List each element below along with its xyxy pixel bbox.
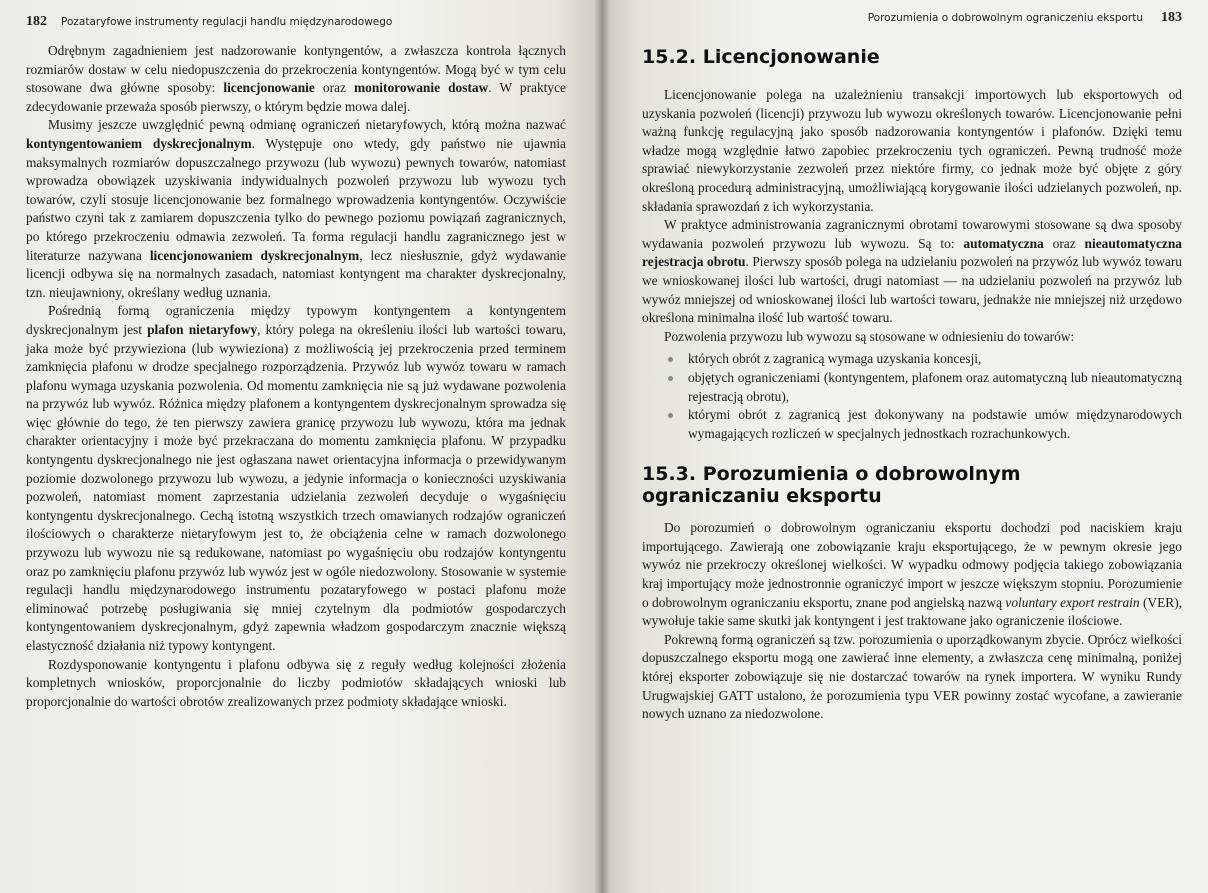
section-15-3-body	[642, 519, 1182, 724]
list-item-text: objętych ograniczeniami (kontyngentem, plafonem oraz automatyczną lub nieautomatyczną rejestracją obrotu),	[688, 369, 1182, 404]
bullet-dot-icon	[668, 357, 673, 362]
text-run: Do porozumień o dobrowolnym ograniczaniu eksportu dochodzi pod naciskiem kraju importującego. Zawierają one zobowiązanie kraju eksportującego, że w pewnym okresie jego wywóz nie przekroczy określonej wielkości. W wypadku odmowy podjęcia takiego zobowiązania kraj importujący może jednostronnie ograniczyć import w jeszcze większym stopniu. Porozumienie o dobrowolnym ograniczaniu eksportu, znane pod angielską nazwą	[642, 520, 1182, 610]
italic-term: voluntary export restrain	[1005, 594, 1140, 610]
bold-term: licencjonowaniem dyskrecjonalnym	[149, 247, 360, 263]
list-item	[668, 350, 1182, 369]
list-item-text: których obrót z zagranicą wymaga uzyskania koncesji,	[688, 351, 982, 367]
section-heading-15-2: 15.2. Licencjonowanie	[642, 46, 880, 68]
text-run: Pozwolenia przywozu lub wywozu są stosowane w odniesieniu do towarów:	[664, 328, 1075, 344]
bold-term: nieautomatyczna rejestracja obrotu	[642, 235, 1182, 270]
right-page-number: 183	[1161, 10, 1182, 25]
text-run: . W praktyce zdecydowanie przeważa sposób pierwszy, o którym będzie mowa dalej.	[26, 80, 566, 114]
section-15-2-body	[642, 86, 1182, 346]
text-run: W praktyce administrowania zagranicznymi obrotami towarowymi stosowane są dwa sposoby wydawania pozwoleń przywozu lub wywozu. Są to:	[642, 217, 1182, 251]
text-run: Pokrewną formą ograniczeń są tzw. porozumienia o uporządkowanym zbycie. Oprócz wielkości dopuszczalnego eksportu mogą one zawierać inne elementy, a zwłaszcza cenę minimalną, poniżej której eksporter zobowiązuje się nie dostarczać towarów na rynek importera. W wyniku Rundy Urugwajskiej GATT ustalono, że porozumienia typu VER powinny zostać wycofane, a zawieranie nowych uznano za niedozwolone.	[642, 631, 1182, 722]
text-run: Odrębnym zagadnieniem jest nadzorowanie kontyngentów, a zwłaszcza kontrola łącznych rozmiarów dostaw w celu niedopuszczenia do przekroczenia kontyngentów. Mogą być w tym celu stosowane dwa główne sposoby:	[26, 43, 566, 96]
bold-term: monitorowanie dostaw	[354, 80, 489, 96]
bullet-dot-icon	[668, 376, 673, 381]
text-run: . Pierwszy sposób polega na udzielaniu pozwoleń na przywóz lub wywóz towaru we wnioskowanej ilości lub wartości, drugi natomiast — na udzielaniu pozwoleń na przywóz lub wywóz mniejszej od wnioskowanej ilości lub wartości towaru, jednakże nie mniejszej niż urzędowo określona minimalna ilość lub wartość towaru.	[642, 254, 1182, 326]
right-running-title: Porozumienia o dobrowolnym ograniczeniu eksportu	[867, 12, 1143, 24]
list-item-text: którymi obrót z zagranicą jest dokonywany na podstawie umów międzynarodowych wymagających rozliczeń w specjalnych jednostkach rozrachunkowych.	[688, 407, 1182, 441]
text-run: (VER), wywołuje takie same skutki jak kontyngent i jest traktowane jako ograniczenie ilościowe.	[642, 594, 1183, 629]
bold-term: licencjonowanie	[223, 80, 315, 96]
paragraph	[26, 656, 566, 712]
text-run: Musimy jeszcze uwzględnić pewną odmianę ograniczeń nietaryfowych, którą można nazwać	[48, 117, 566, 133]
left-running-head	[26, 14, 566, 36]
list-item	[668, 406, 1182, 443]
paragraph	[26, 302, 566, 655]
section-heading-15-3	[642, 463, 1182, 507]
text-run: , lecz niesłusznie, gdyż wydawanie licencji odbywa się na normalnych zasadach, natomiast kontyngent ma charakter dyskrecjonalny, tzn. nieujawniony, określany według uznania.	[26, 247, 566, 300]
paragraph	[26, 116, 566, 302]
section-heading-15-3-line1: 15.3. Porozumienia o dobrowolnym	[642, 463, 1021, 486]
left-running-title: Pozataryfowe instrumenty regulacji handlu międzynarodowego	[61, 16, 393, 28]
bold-term: automatyczna	[963, 235, 1044, 251]
text-run: Pośrednią formą ograniczenia między typowym kontyngentem a kontyngentem dyskrecjonalnym jest	[26, 303, 566, 337]
bullet-list-wrap	[642, 350, 1182, 443]
text-run: Licencjonowanie polega na uzależnieniu transakcji importowych lub eksportowych od uzyskania pozwoleń (licencji) przywozu lub wywozu określonych towarów. Licencjonowanie pełni ważną funkcję regulacyjną jako sposób nadzorowania kontyngentów i plafonów. Dzięki temu władze mogą względnie łatwo zapobiec przekroczeniu tych ograniczeń. Pewną trudność może sprawiać niewykorzystanie zezwoleń przez niektóre firmy, co jednak może być objęte z góry określoną procedurą administracyjną, umożliwiającą korygowanie ilości udzielanych pozwoleń, np. składania sprawozdań z ich wykorzystania.	[642, 87, 1182, 214]
paragraph	[642, 216, 1182, 328]
text-run: oraz	[1043, 235, 1085, 251]
text-run: Rozdysponowanie kontyngentu i plafonu odbywa się z reguły według kolejności złożenia kompletnych wniosków, proporcjonalnie do liczby podmiotów składających wnioski lub proporcjonalnie do wartości obrotów zrealizowanych przez podmioty składające wnioski.	[26, 656, 566, 709]
left-page	[0, 0, 602, 893]
text-run: . Występuje ono wtedy, gdy państwo nie ujawnia maksymalnych rozmiarów dopuszczalnego przywozu (lub wywozu) pewnych towarów, natomiast wprowadza obowiązek uzyskiwania indywidualnych pozwoleń przywozu lub wywozu tych towarów, czyli stosuje licencjonowanie bez formalnego wprowadzenia kontyngentów. Oczywiście państwo czyni tak z zamiarem dopuszczenia tylko do pewnego poziomu powiązań zagranicznych, po którego przekroczeniu odmawia zezwoleń. Ta forma regulacji handlu zagranicznego jest w literaturze nazywana	[26, 135, 566, 263]
bold-term: plafon nietaryfowy	[147, 321, 258, 337]
text-run: , który polega na określeniu ilości lub wartości towaru, jaka może być przywieziona (lub wywieziona) z możliwością jej przekroczenia przed terminem zamknięcia plafonu w drodze specjalnego rozporządzenia. Przywóz lub wywóz towaru w ramach plafonu wymaga uzyskania pozwolenia. Od momentu zamknięcia nie są już wydawane pozwolenia na przywóz lub wywóz. Różnica między plafonem a kontyngentem dyskrecjonalnym sprowadza się więc głównie do tego, że ten pierwszy zawiera granicę przywozu lub wywozu, która ma jednak charakter orientacyjny i może być przekraczana do momentu zamknięcia plafonu. W przypadku kontyngentu dyskrecjonalnego nie jest ogłaszana nawet orientacyjna informacja o przewidywanym poziomie dozwolonego przywozu lub wywozu, a jedynie informacja o konieczności uzyskiwania pozwoleń, natomiast moment zaprzestania udzielania zezwoleń decyduje o wygaśnięciu kontyngentu dyskrecjonalnego. Cechą istotną wszystkich trzech omawianych rodzajów ograniczeń ilościowych o charakterze nietaryfowym jest to, że obciążenia celne w ramach dozwolonego przywozu lub wywozu nie są redukowane, natomiast po wygaśnięciu obu rodzajów kontyngentu oraz po zamknięciu plafonu przywóz lub wywóz jest w ogóle niedozwolony. Stosowanie w systemie regulacji handlu międzynarodowego instrumentu pozataryfowego w postaci plafonu może eliminować potrzebę posługiwania się mniej czytelnym dla podmiotów gospodarczych kontyngentowaniem dyskrecjonalnym, gdyż zapewnia władzom gospodarczym znacznie większą elastyczność działania niż typowy kontyngent.	[26, 321, 566, 653]
text-run: oraz	[314, 80, 354, 96]
right-page	[602, 0, 1208, 893]
left-body-text	[26, 42, 566, 711]
bullet-dot-icon	[668, 413, 673, 418]
paragraph	[642, 86, 1182, 216]
paragraph	[642, 519, 1182, 631]
left-page-number: 182	[26, 14, 47, 29]
bold-term: kontyngentowaniem dyskrecjonalnym	[26, 135, 252, 151]
right-running-head	[642, 10, 1182, 32]
list-item	[668, 369, 1182, 406]
paragraph	[642, 328, 1182, 347]
paragraph	[642, 631, 1182, 724]
bullet-list	[642, 350, 1182, 443]
book-gutter-shadow	[594, 0, 610, 893]
paragraph	[26, 42, 566, 116]
section-heading-15-3-line2: ograniczaniu eksportu	[642, 485, 882, 508]
